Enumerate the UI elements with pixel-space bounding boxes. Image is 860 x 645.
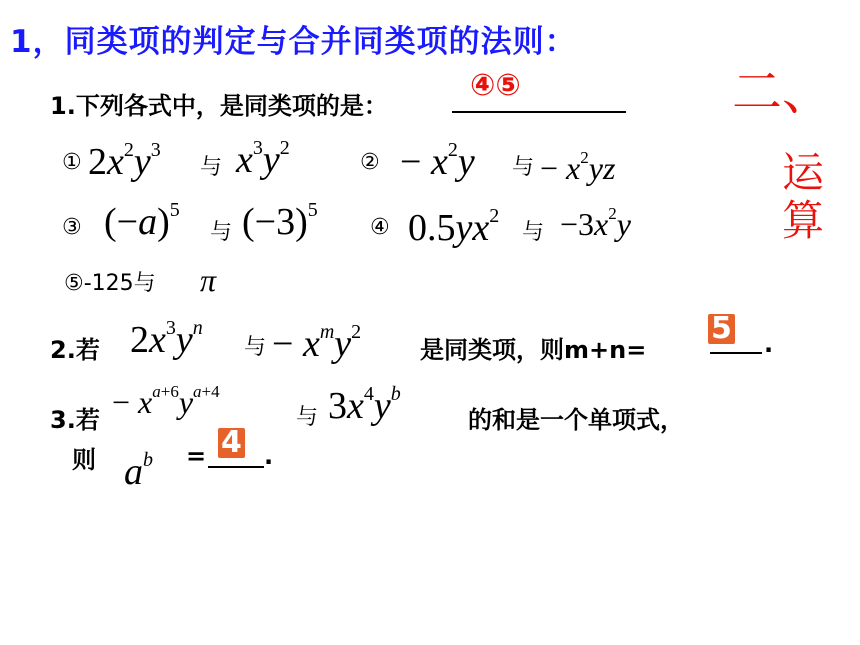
question-2-join: 与 (244, 335, 267, 360)
question-2-answer: 5 (708, 314, 735, 344)
item-4-mark: ④ (370, 215, 390, 240)
question-2-expr-a: $2x^3y^n$ (130, 317, 203, 361)
question-3-stem-c: 则 (72, 446, 96, 474)
question-3-equals: = (186, 442, 207, 470)
item-2-expr-a: − $x^2y$ (400, 139, 475, 183)
item-1-join: 与 (200, 155, 223, 180)
question-1-stem: 1.下列各式中，是同类项的是： (50, 92, 388, 120)
question-2-stem-b: 是同类项，则m+n= (420, 336, 647, 364)
question-3-blank (208, 466, 264, 468)
item-3-mark: ③ (62, 215, 82, 240)
question-3-expr-c: $a^b$ (124, 449, 153, 493)
item-2-mark: ② (360, 150, 380, 175)
question-2-stem-a: 2.若 (50, 336, 100, 364)
item-3-join: 与 (210, 220, 233, 245)
question-2-expr-b: − $x^my^2$ (272, 321, 362, 365)
question-2-blank (710, 352, 762, 354)
question-3-join: 与 (296, 405, 319, 430)
item-1-mark: ① (62, 150, 82, 175)
item-1-expr-a: $2x^2y^3$ (88, 139, 161, 183)
question-3-expr-b: $3x^4y^b$ (328, 383, 401, 427)
question-3-expr-a: − $x^{a+6}y^{a+4}$ (112, 382, 220, 420)
item-5-pi: π (200, 262, 217, 298)
question-3-answer: 4 (218, 428, 245, 458)
item-4-join: 与 (522, 220, 545, 245)
side-label-char-2: 算 (781, 196, 824, 245)
page-title: 1，同类项的判定与合并同类项的法则： (10, 24, 577, 60)
item-2-expr-b: − $x^2yz$ (540, 148, 616, 186)
item-4-expr-b: $-3x^2y$ (560, 204, 631, 242)
side-label-char-1: 运 (781, 148, 824, 197)
question-1-answer: ④⑤ (470, 68, 521, 103)
item-3-expr-b: $(-3)^5$ (242, 199, 318, 243)
item-3-expr-a: $(-a)^5$ (104, 199, 180, 243)
item-4-expr-a: $0.5yx^2$ (408, 205, 500, 249)
side-label-number: 二、 (732, 63, 832, 121)
question-3-end: . (264, 442, 274, 470)
question-2-end: . (764, 330, 774, 358)
item-2-join: 与 (512, 155, 535, 180)
item-1-expr-b: $x^3y^2$ (236, 137, 290, 181)
question-3-stem-b: 的和是一个单项式， (468, 406, 684, 434)
item-5-text: ⑤-125与 (64, 271, 156, 296)
question-1-blank (452, 111, 626, 113)
question-3-stem-a: 3.若 (50, 406, 100, 434)
